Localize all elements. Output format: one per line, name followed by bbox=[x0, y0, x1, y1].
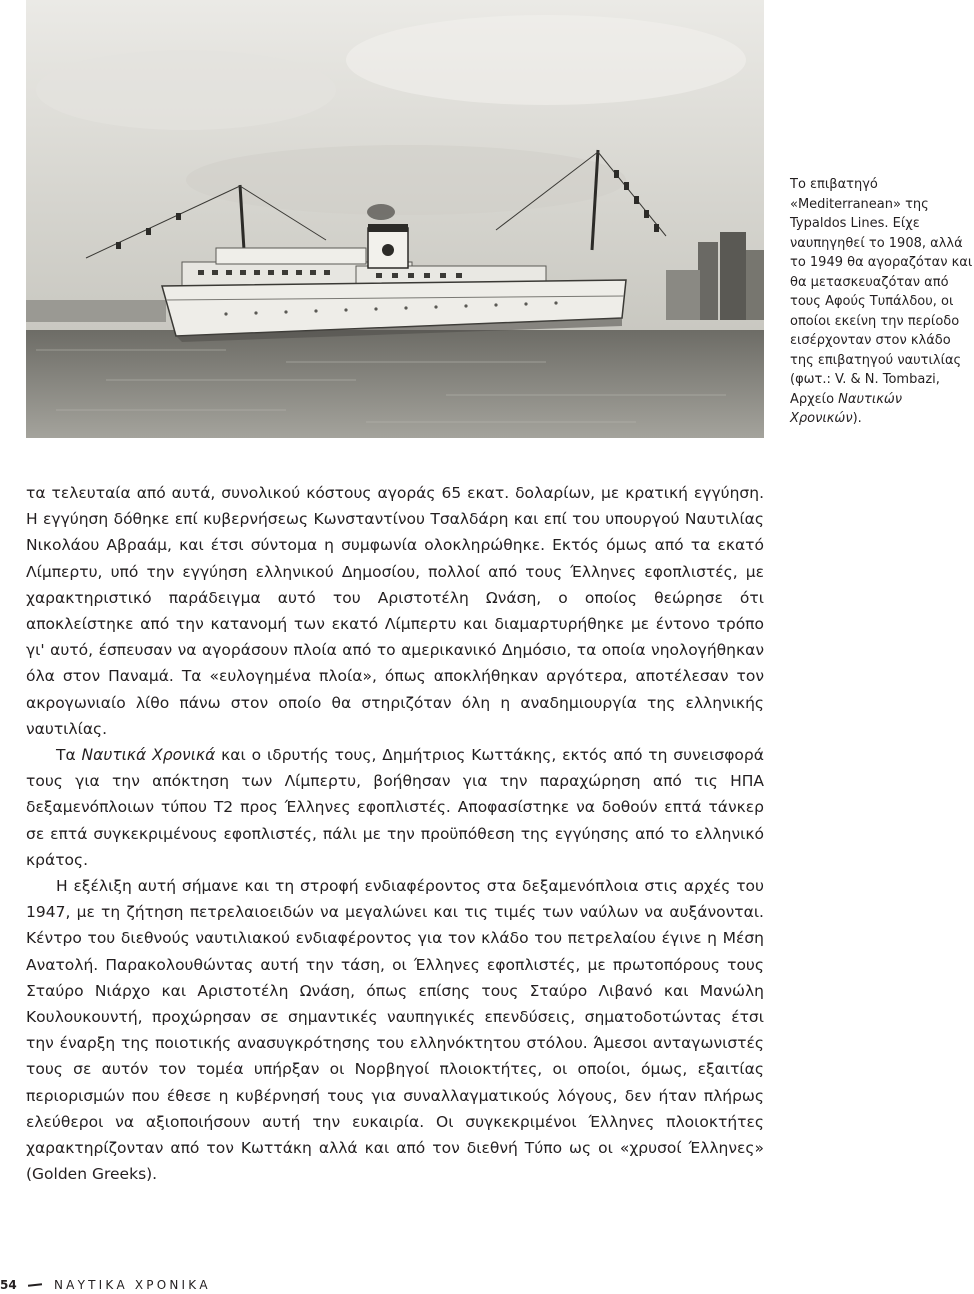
photo-caption bbox=[790, 175, 974, 429]
paragraph-2-pre: Τα bbox=[56, 746, 82, 765]
page-footer bbox=[0, 1276, 211, 1294]
ship-illustration bbox=[26, 0, 764, 438]
paragraph-2-post: και ο ιδρυτής τους, Δημήτριος Κωττάκης, εκτός από τη συνεισφορά τους για την απόκτηση των Λίμπερτυ, βοήθησαν για την παραχώρηση από τις ΗΠΑ δεξαμενόπλοιων τύπου Τ2 προς Έλληνες εφοπλιστές. Αποφασίστηκε να δοθούν επτά τάνκερ σε επτά συγκεκριμένους εφοπλιστές, πάλι με την προϋπόθεση της εγγύησης από το ελληνικό κράτος. bbox=[26, 746, 764, 869]
article-body bbox=[26, 480, 764, 1187]
paragraph-2-italic: Ναυτικά Χρονικά bbox=[81, 746, 216, 765]
paragraph-3: Η εξέλιξη αυτή σήμανε και τη στροφή ενδιαφέροντος στα δεξαμενόπλοια στις αρχές του 1947, με τη ζήτηση πετρελαιοειδών να μεγαλώνει και τις τιμές των ναύλων να αυξάνονται. Κέντρο του διεθνούς ναυτιλιακού ενδιαφέροντος για τον κλάδο του πετρελαίου έγινε η Μέση Ανατολή. Παρακολουθώντας αυτή την τάση, οι Έλληνες εφοπλιστές, με πρωτοπόρους τους Σταύρο Νιάρχο και Αριστοτέλη Ωνάση, όπως επίσης τους Σταύρο Λιβανό και Μανώλη Κουλουκουντή, προχώρησαν σε σημαντικές ναυπηγικές επενδύσεις, σηματοδοτώντας έτσι την έναρξη της ποιοτικής ανασυγκρότησης του ελληνόκτητου στόλου. Άμεσοι ανταγωνιστές τους σε αυτόν τον τομέα υπήρξαν οι Νορβηγοί πλοιοκτήτες, οι οποίοι, όμως, εξαιτίας περιορισμών που έθεσε η κυβέρνησή τους για συναλλαγματικούς λόγους, δεν ήταν πλήρως ελεύθεροι να αξιοποιήσουν αυτή την ευκαιρία. Οι συγκεκριμένοι Έλληνες πλοιοκτήτες χαρακτηρίζονταν από τον Κωττάκη αλλά και από τον διεθνή Τύπο ως οι «χρυσοί Έλληνες» (Golden Greeks). bbox=[26, 877, 764, 1184]
page-number: 54 bbox=[0, 1278, 17, 1292]
ship-photo bbox=[26, 0, 764, 438]
caption-text bbox=[790, 175, 974, 429]
caption-part1: Το επιβατηγό «Mediterranean» της Typaldos Lines. Είχε ναυπηγηθεί το 1908, αλλά το 1949 θα αγοραζόταν και θα μετασκευαζόταν από τους Αφούς Τυπάλδου, οι οποίοι εκείνη την περίοδο εισέρχονταν στον κλάδο της επιβατηγού ναυτιλίας (φωτ.: V. & N. Tombazi, Αρχείο bbox=[790, 177, 973, 407]
paragraph-2 bbox=[26, 742, 764, 873]
caption-part2: ). bbox=[852, 411, 862, 426]
publication-title: ΝΑΥΤΙΚΑ ΧΡΟΝΙΚΑ bbox=[54, 1278, 211, 1292]
paragraph-1: τα τελευταία από αυτά, συνολικού κόστους αγοράς 65 εκατ. δολαρίων, με κρατική εγγύηση. Η εγγύηση δόθηκε επί κυβερνήσεως Κωνσταντίνου Τσαλδάρη και επί του υπουργού Ναυτιλίας Νικολάου Αβραάμ, και έτσι σύντομα η συμφωνία ολοκληρώθηκε. Εκτός όμως από τα εκατό Λίμπερτυ, υπό την εγγύηση ελληνικού Δημοσίου, πολλοί από τους Έλληνες εφοπλιστές, με χαρακτηριστικό παράδειγμα αυτό του Αριστοτέλη Ωνάση, ο οποίος θεώρησε ότι αποκλείστηκε από την κατανομή των εκατό Λίμπερτυ και διαμαρτυρήθηκε με έντονο τρόπο γι' αυτό, έσπευσαν να αγοράσουν πλοία από το αμερικανικό Δημόσιο, τα οποία νηολογήθηκαν όλα στον Παναμά. Τα «ευλογημένα πλοία», όπως αποκλήθηκαν αργότερα, αποτέλεσαν τον ακρογωνιαίο λίθο πάνω στον οποίο θα στηριζόταν όλη η αναδημιουργία της ελληνικής ναυτιλίας. bbox=[26, 484, 764, 738]
caption-italic: Ναυτικών Χρονικών bbox=[790, 391, 903, 426]
footer-dash bbox=[28, 1283, 42, 1286]
